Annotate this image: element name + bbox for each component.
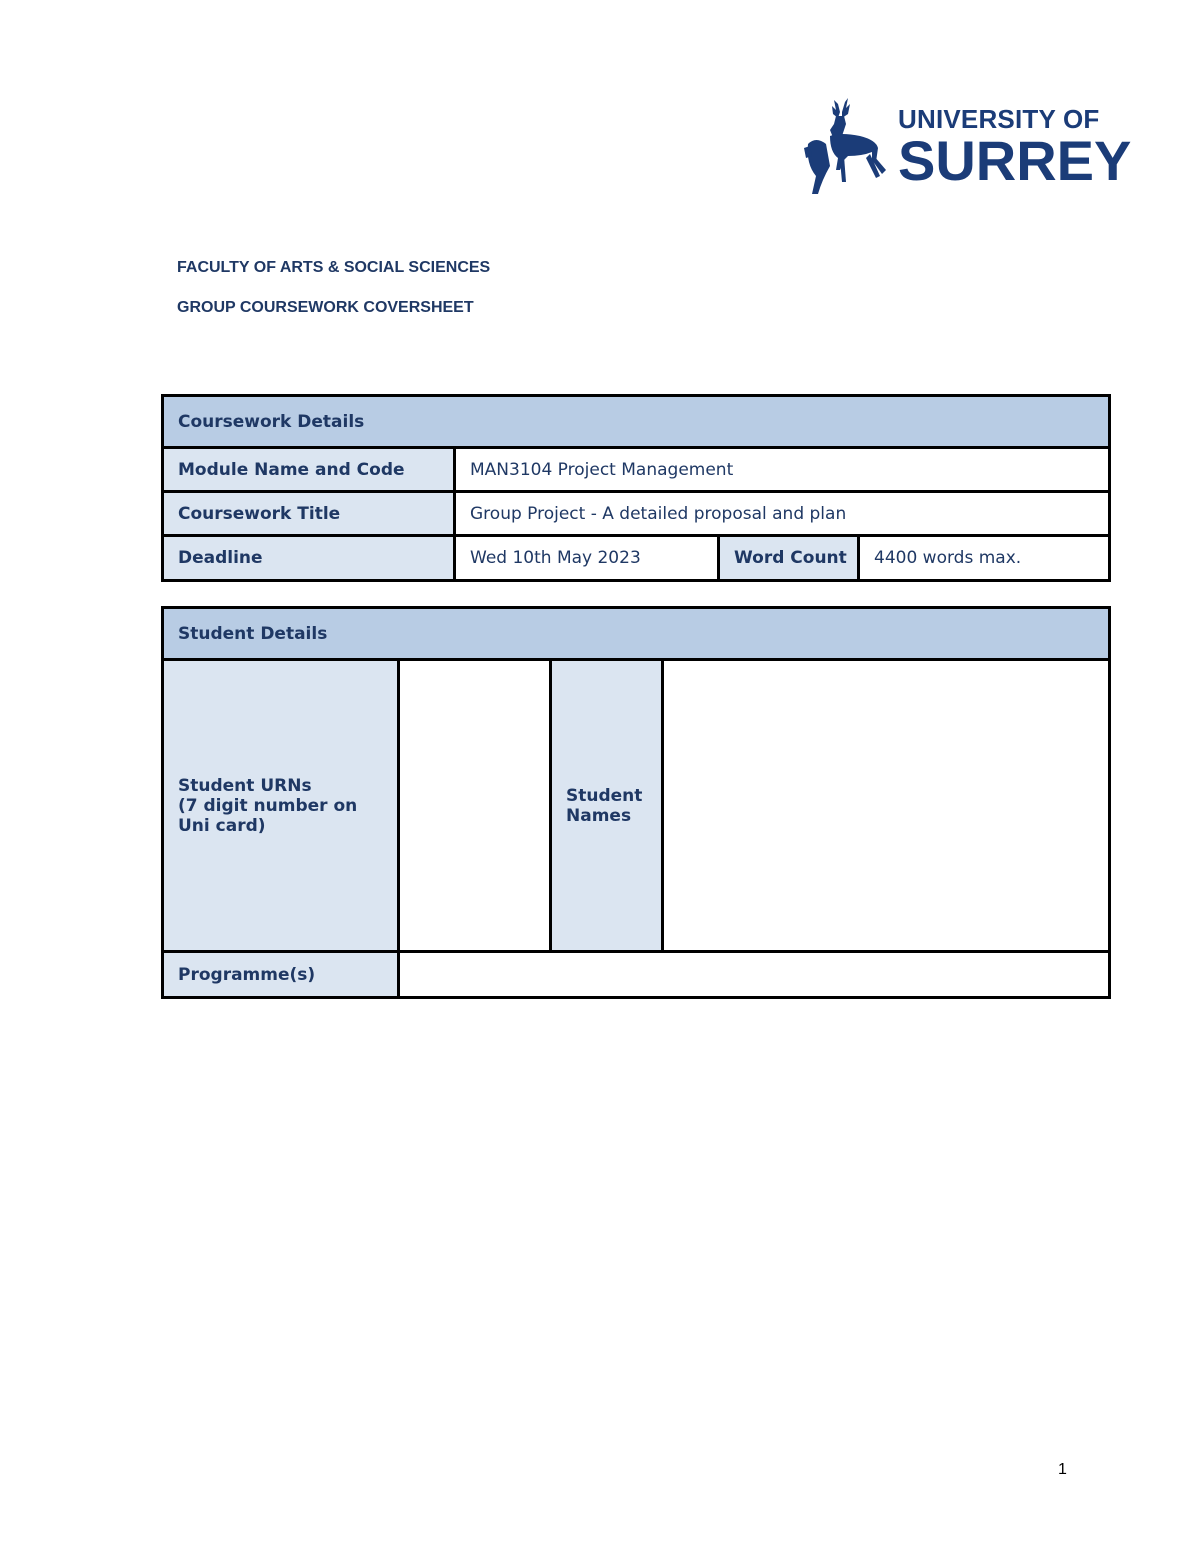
programme-value[interactable]: [399, 952, 1110, 998]
student-urns-value[interactable]: [399, 660, 551, 952]
deadline-value[interactable]: Wed 10th May 2023: [455, 536, 719, 581]
student-details-heading: Student Details: [163, 608, 1110, 660]
student-urns-label-line1: Student URNs: [178, 775, 312, 796]
word-count-label: Word Count: [719, 536, 859, 581]
student-names-value[interactable]: [663, 660, 1110, 952]
module-label: Module Name and Code: [163, 448, 455, 492]
stag-icon: [800, 96, 890, 196]
coursework-details-heading: Coursework Details: [163, 396, 1110, 448]
module-value[interactable]: MAN3104 Project Management: [455, 448, 1110, 492]
logo-line2: SURREY: [898, 129, 1132, 192]
coversheet-title: GROUP COURSEWORK COVERSHEET: [177, 299, 474, 316]
deadline-label: Deadline: [163, 536, 455, 581]
student-details-table: [161, 606, 1111, 999]
coursework-details-table: [161, 394, 1111, 582]
programme-label: Programme(s): [163, 952, 399, 998]
logo-line1: UNIVERSITY OF: [898, 104, 1100, 134]
student-names-label: Student Names: [551, 660, 663, 952]
logo-wordmark: [898, 104, 1132, 192]
student-urns-label-line2: (7 digit number on Uni card): [178, 795, 358, 836]
coursework-title-value[interactable]: Group Project - A detailed proposal and plan: [455, 492, 1110, 536]
university-logo: [800, 96, 1140, 196]
coursework-title-label: Coursework Title: [163, 492, 455, 536]
student-urns-label: [163, 660, 399, 952]
faculty-heading: FACULTY OF ARTS & SOCIAL SCIENCES: [177, 259, 491, 276]
word-count-value[interactable]: 4400 words max.: [859, 536, 1110, 581]
page-number: 1: [1058, 1461, 1067, 1478]
